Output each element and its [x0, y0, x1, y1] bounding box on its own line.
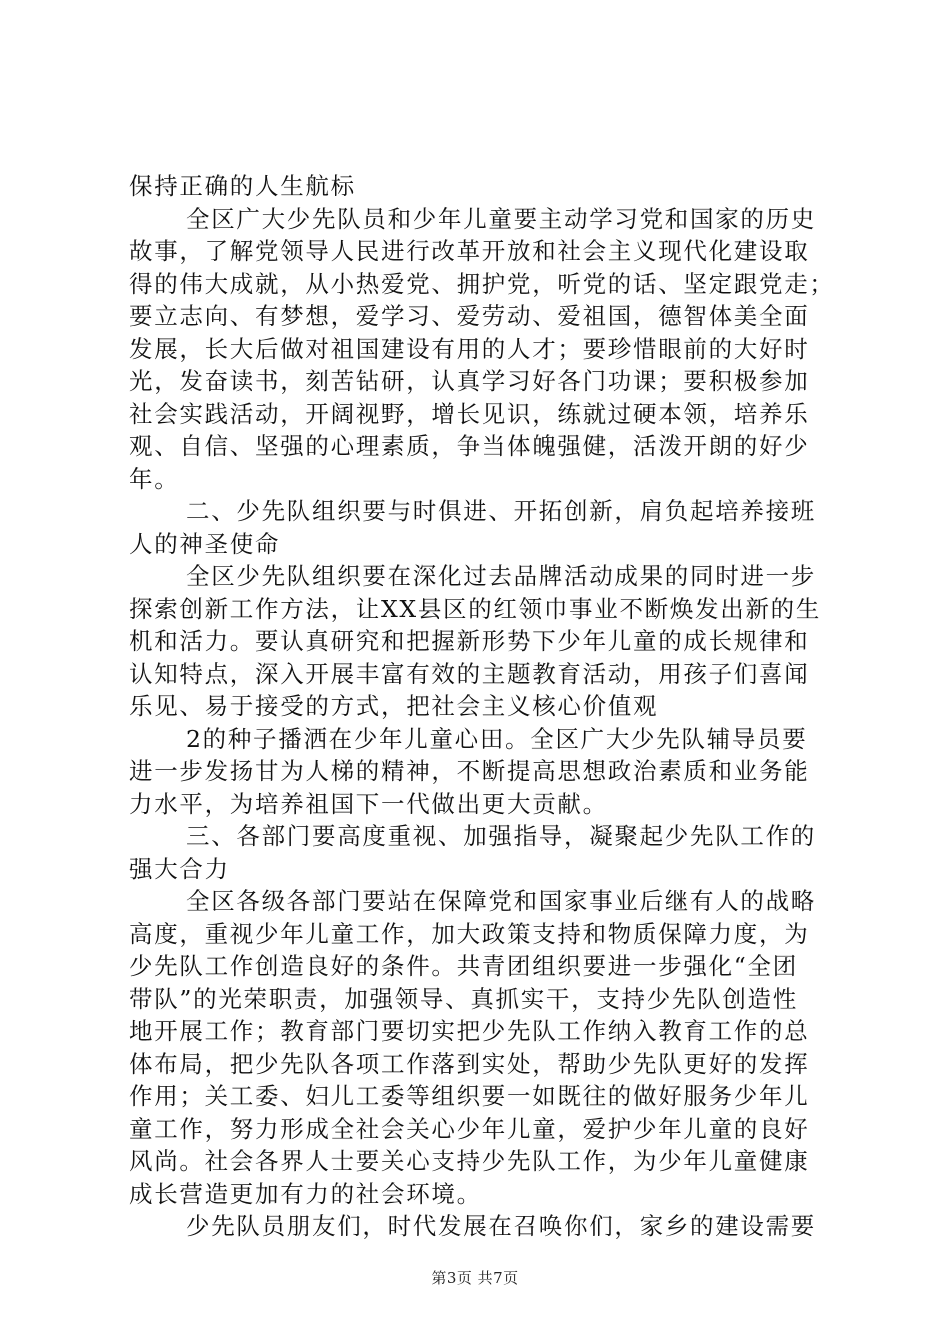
text-line: 光，发奋读书，刻苦钻研，认真学习好各门功课；要积极参加	[129, 367, 810, 395]
text-line: 保持正确的人生航标	[129, 172, 356, 200]
text-line: 少先队工作创造良好的条件。共青团组织要进一步强化“全团	[129, 952, 798, 980]
text-line: 带队”的光荣职责，加强领导、真抓实干，支持少先队创造性	[129, 984, 798, 1013]
text-line: 体布局，把少先队各项工作落到实处，帮助少先队更好的发挥	[129, 1049, 810, 1078]
text-line: 故事，了解党领导人民进行改革开放和社会主义现代化建设取	[129, 237, 810, 265]
section-heading-two-continued: 人的神圣使命	[129, 529, 281, 558]
section-heading-three: 三、各部门要高度重视、加强指导，凝聚起少先队工作的	[186, 822, 816, 850]
text-line: 观、自信、坚强的心理素质，争当体魄强健，活泼开朗的好少	[129, 432, 810, 460]
text-line: 发展，长大后做对祖国建设有用的人才；要珍惜眼前的大好时	[129, 334, 810, 363]
paragraph-start-line: 全区广大少先队员和少年儿童要主动学习党和国家的历史	[186, 204, 816, 233]
text-line: 地开展工作；教育部门要切实把少先队工作纳入教育工作的总	[129, 1017, 810, 1045]
paragraph-start-line: 全区少先队组织要在深化过去品牌活动成果的同时进一步	[186, 562, 816, 590]
text-line: 年。	[129, 464, 180, 493]
paragraph-start-line: 少先队员朋友们，时代发展在召唤你们，家乡的建设需要	[186, 1212, 816, 1240]
paragraph-start-line: 全区各级各部门要站在保障党和国家事业后继有人的战略	[186, 887, 816, 915]
paragraph-start-line: 2的种子播洒在少年儿童心田。全区广大少先队辅导员要	[186, 724, 808, 753]
page-number-footer: 第3页 共7页	[431, 1269, 519, 1287]
text-line: 探索创新工作方法，让XX县区的红领巾事业不断焕发出新的生	[129, 594, 822, 623]
text-line: 力水平，为培养祖国下一代做出更大贡献。	[129, 789, 608, 818]
text-line: 社会实践活动，开阔视野，增长见识，练就过硬本领，培养乐	[129, 399, 810, 428]
section-heading-three-continued: 强大合力	[129, 854, 230, 883]
text-line: 风尚。社会各界人士要关心支持少先队工作，为少年儿童健康	[129, 1147, 810, 1175]
text-line: 认知特点，深入开展丰富有效的主题教育活动，用孩子们喜闻	[129, 659, 810, 688]
section-heading-two: 二、少先队组织要与时俱进、开拓创新，肩负起培养接班	[186, 497, 816, 525]
text-line: 乐见、易于接受的方式，把社会主义核心价值观	[129, 692, 659, 720]
text-line: 得的伟大成就，从小热爱党、拥护党，听党的话、坚定跟党走；	[129, 269, 835, 298]
text-line: 机和活力。要认真研究和把握新形势下少年儿童的成长规律和	[129, 627, 810, 655]
document-body	[129, 170, 841, 1243]
text-line: 高度，重视少年儿童工作，加大政策支持和物质保障力度，为	[129, 919, 810, 948]
text-line: 童工作，努力形成全社会关心少年儿童，爱护少年儿童的良好	[129, 1114, 810, 1143]
text-line: 进一步发扬甘为人梯的精神，不断提高思想政治素质和业务能	[129, 757, 810, 785]
text-line: 成长营造更加有力的社会环境。	[129, 1179, 482, 1208]
text-line: 要立志向、有梦想，爱学习、爱劳动、爱祖国，德智体美全面	[129, 302, 810, 330]
text-line: 作用；关工委、妇儿工委等组织要一如既往的做好服务少年儿	[129, 1082, 810, 1110]
